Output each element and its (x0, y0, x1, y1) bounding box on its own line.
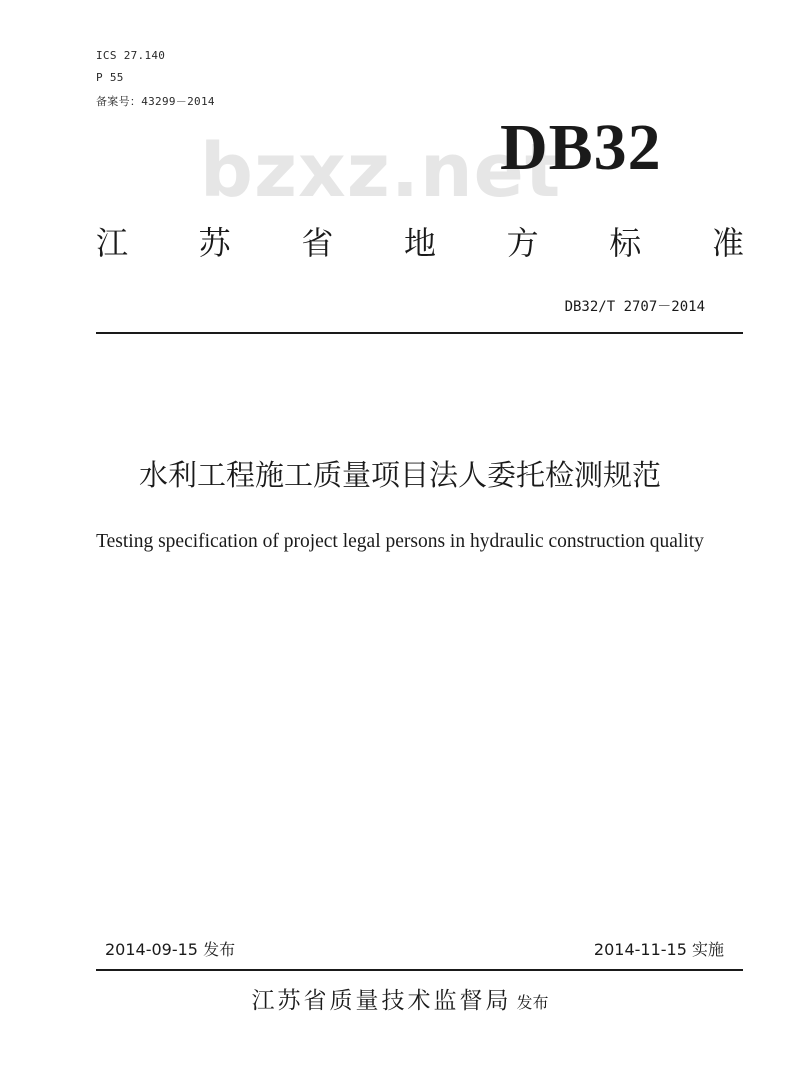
record-number: 备案号：43299－2014 (96, 95, 215, 108)
category-code: P 55 (96, 71, 124, 84)
standard-number: DB32/T 2707－2014 (564, 299, 705, 315)
issuer-name: 江苏省质量技术监督局 (251, 988, 512, 1014)
standard-type-char: 省 (301, 224, 334, 262)
title-english: Testing specification of project legal persons in hydraulic construction quality (96, 531, 704, 552)
ics-code: ICS 27.140 (96, 49, 166, 62)
footer-divider (96, 969, 743, 971)
standard-type (96, 218, 744, 264)
standard-type-char: 标 (609, 224, 642, 262)
standard-type-char: 准 (711, 224, 744, 262)
standard-type-char: 方 (506, 224, 539, 262)
header-divider (96, 332, 743, 334)
standard-type-char: 江 (96, 224, 129, 262)
implement-date: 2014-11-15 实施 (593, 940, 724, 959)
watermark: bzxz.net (200, 128, 562, 214)
db-code: DB32 (500, 111, 662, 184)
title-chinese: 水利工程施工质量项目法人委托检测规范 (138, 458, 661, 492)
standard-type-char: 苏 (198, 224, 231, 262)
issuer-line (0, 982, 800, 1015)
publish-date: 2014-09-15 发布 (105, 940, 236, 959)
issuer-suffix: 发布 (516, 993, 549, 1012)
standard-type-char: 地 (403, 224, 436, 262)
